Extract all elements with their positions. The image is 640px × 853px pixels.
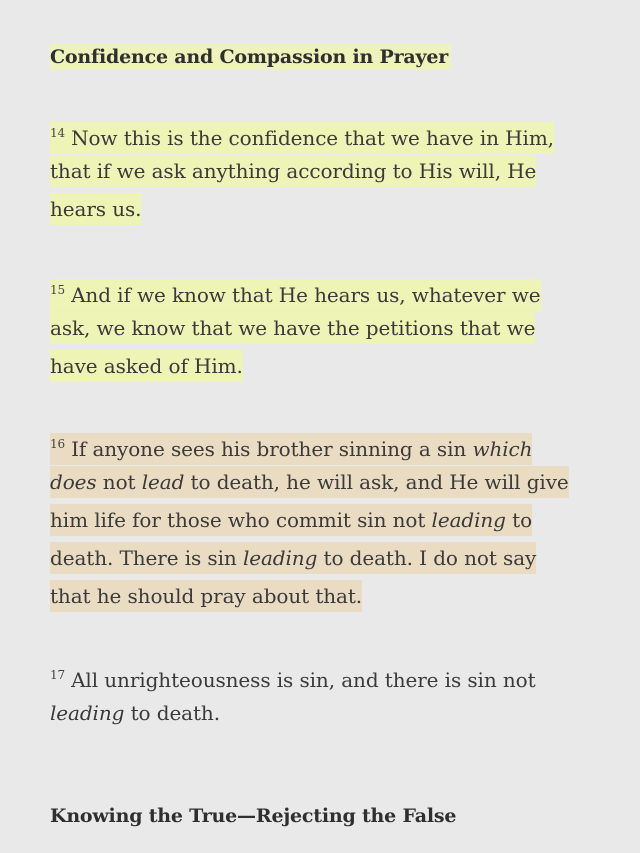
verse-15-line-1 bbox=[50, 279, 541, 311]
verse-16-text-2b: not bbox=[96, 470, 142, 494]
verse-15-line-2: ask, we know that we have the petitions that we bbox=[50, 312, 535, 344]
section-heading-prayer-text: Confidence and Compassion in Prayer bbox=[50, 44, 451, 70]
verse-14-line-2: that if we ask anything according to His will, He bbox=[50, 155, 536, 187]
verse-16-text-4a: death. There is sin bbox=[50, 546, 243, 570]
verse-17[interactable] bbox=[50, 656, 595, 732]
verse-16-text-4c: to death. I do not say bbox=[317, 546, 537, 570]
verse-17-line-1 bbox=[50, 656, 595, 694]
verse-17-italic-leading: leading bbox=[50, 701, 125, 725]
verse-15[interactable] bbox=[50, 271, 595, 385]
verse-17-text-1: All unrighteousness is sin, and there is sin not bbox=[71, 668, 536, 692]
verse-16-italic-leading-1: leading bbox=[431, 508, 506, 532]
verse-16[interactable] bbox=[50, 425, 595, 615]
verse-16-line-4 bbox=[50, 542, 536, 574]
section-heading-true-false: Knowing the True—Rejecting the False bbox=[50, 805, 457, 827]
verse-number-16: 16 bbox=[50, 437, 66, 451]
verse-16-italic-lead: lead bbox=[141, 470, 185, 494]
verse-16-line-3 bbox=[50, 504, 532, 536]
verse-number-17: 17 bbox=[50, 668, 66, 682]
verse-number-15: 15 bbox=[50, 283, 66, 297]
verse-16-line-5: that he should pray about that. bbox=[50, 580, 362, 612]
verse-16-italic-which: which bbox=[472, 437, 533, 461]
verse-16-text-3a: him life for those who commit sin not bbox=[50, 508, 432, 532]
verse-14-line-1 bbox=[50, 122, 554, 154]
verse-number-14: 14 bbox=[50, 126, 66, 140]
verse-16-text-1a: If anyone sees his brother sinning a sin bbox=[71, 437, 473, 461]
verse-17-text-2b: to death. bbox=[124, 701, 220, 725]
verse-16-text-2d: to death, he will ask, and He will give bbox=[184, 470, 569, 494]
section-heading-prayer bbox=[50, 46, 451, 68]
verse-14-text-1: Now this is the confidence that we have in Him, bbox=[71, 126, 554, 150]
verse-16-text-3c: to bbox=[505, 508, 533, 532]
verse-16-italic-leading-2: leading bbox=[242, 546, 318, 570]
verse-16-italic-does: does bbox=[50, 470, 97, 494]
verse-15-text-1: And if we know that He hears us, whatever we bbox=[71, 283, 541, 307]
verse-17-line-2 bbox=[50, 694, 595, 732]
verse-16-line-1 bbox=[50, 433, 532, 465]
verse-14-line-3: hears us. bbox=[50, 193, 141, 225]
verse-16-line-2 bbox=[50, 466, 569, 498]
verse-14[interactable] bbox=[50, 114, 595, 228]
verse-15-line-3: have asked of Him. bbox=[50, 350, 243, 382]
